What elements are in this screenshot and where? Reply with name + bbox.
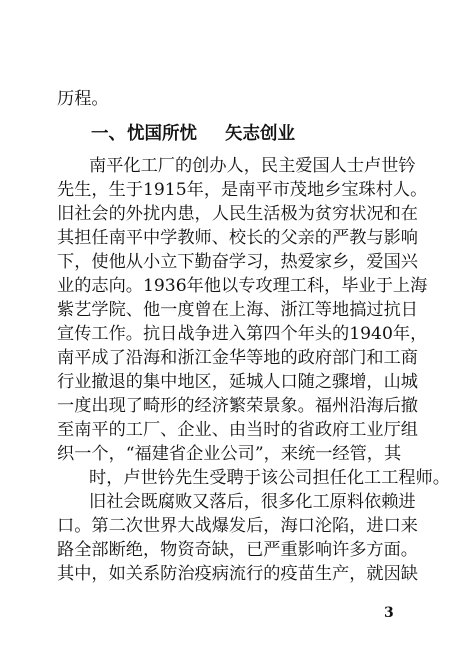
text-line: 一度出现了畸形的经济繁荣景象。福州沿海后撤 [57,396,418,416]
text-line: 旧社会的外扰内患，人民生活极为贫穷状况和在 [57,204,418,224]
text-line: 宣传工作。抗日战争进入第四个年头的1940年， [57,324,428,344]
section-heading-part1: 忧国所忧 [127,124,197,144]
section-heading-part2: 矢志创业 [225,124,295,144]
text-line: 南平化工厂的创办人，民主爱国人士卢世钤 [89,156,416,176]
text-line: 至南平的工厂、企业、由当时的省政府工业厅组 [57,420,418,440]
text-line: 旧社会既腐败又落后，很多化工原料依赖进 [89,492,416,512]
text-line: 先生，生于1915年，是南平市茂地乡宝珠村人。 [57,180,428,200]
text-line: 口。第二次世界大战爆发后，海口沦陷，进口来 [57,516,418,536]
text-line: 路全部断绝，物资奇缺，已严重影响许多方面。 [57,540,418,560]
text-line: 织一个，“福建省企业公司”，来统一经管，其 [57,444,402,464]
text-line: 时，卢世钤先生受聘于该公司担任化工工程师。 [89,468,450,488]
text-line: 下，使他从小立下勤奋学习，热爱家乡，爱国兴 [57,252,418,272]
text-line: 行业撤退的集中地区，延城人口随之骤增，山城 [57,372,418,392]
text-line: 历程。 [57,89,109,109]
text-line: 南平成了沿海和浙江金华等地的政府部门和工商 [57,348,418,368]
text-line: 业的志向。1936年他以专攻理工科，毕业于上海 [57,276,428,296]
text-line: 其担任南平中学教师、校长的父亲的严教与影响 [57,228,418,248]
page-number: 3 [384,605,394,621]
text-line: 其中，如关系防治疫病流行的疫苗生产，就因缺 [57,564,418,584]
text-line: 紫艺学院、他一度曾在上海、浙江等地搞过抗日 [57,300,418,320]
section-heading-number: 一、 [91,124,126,144]
